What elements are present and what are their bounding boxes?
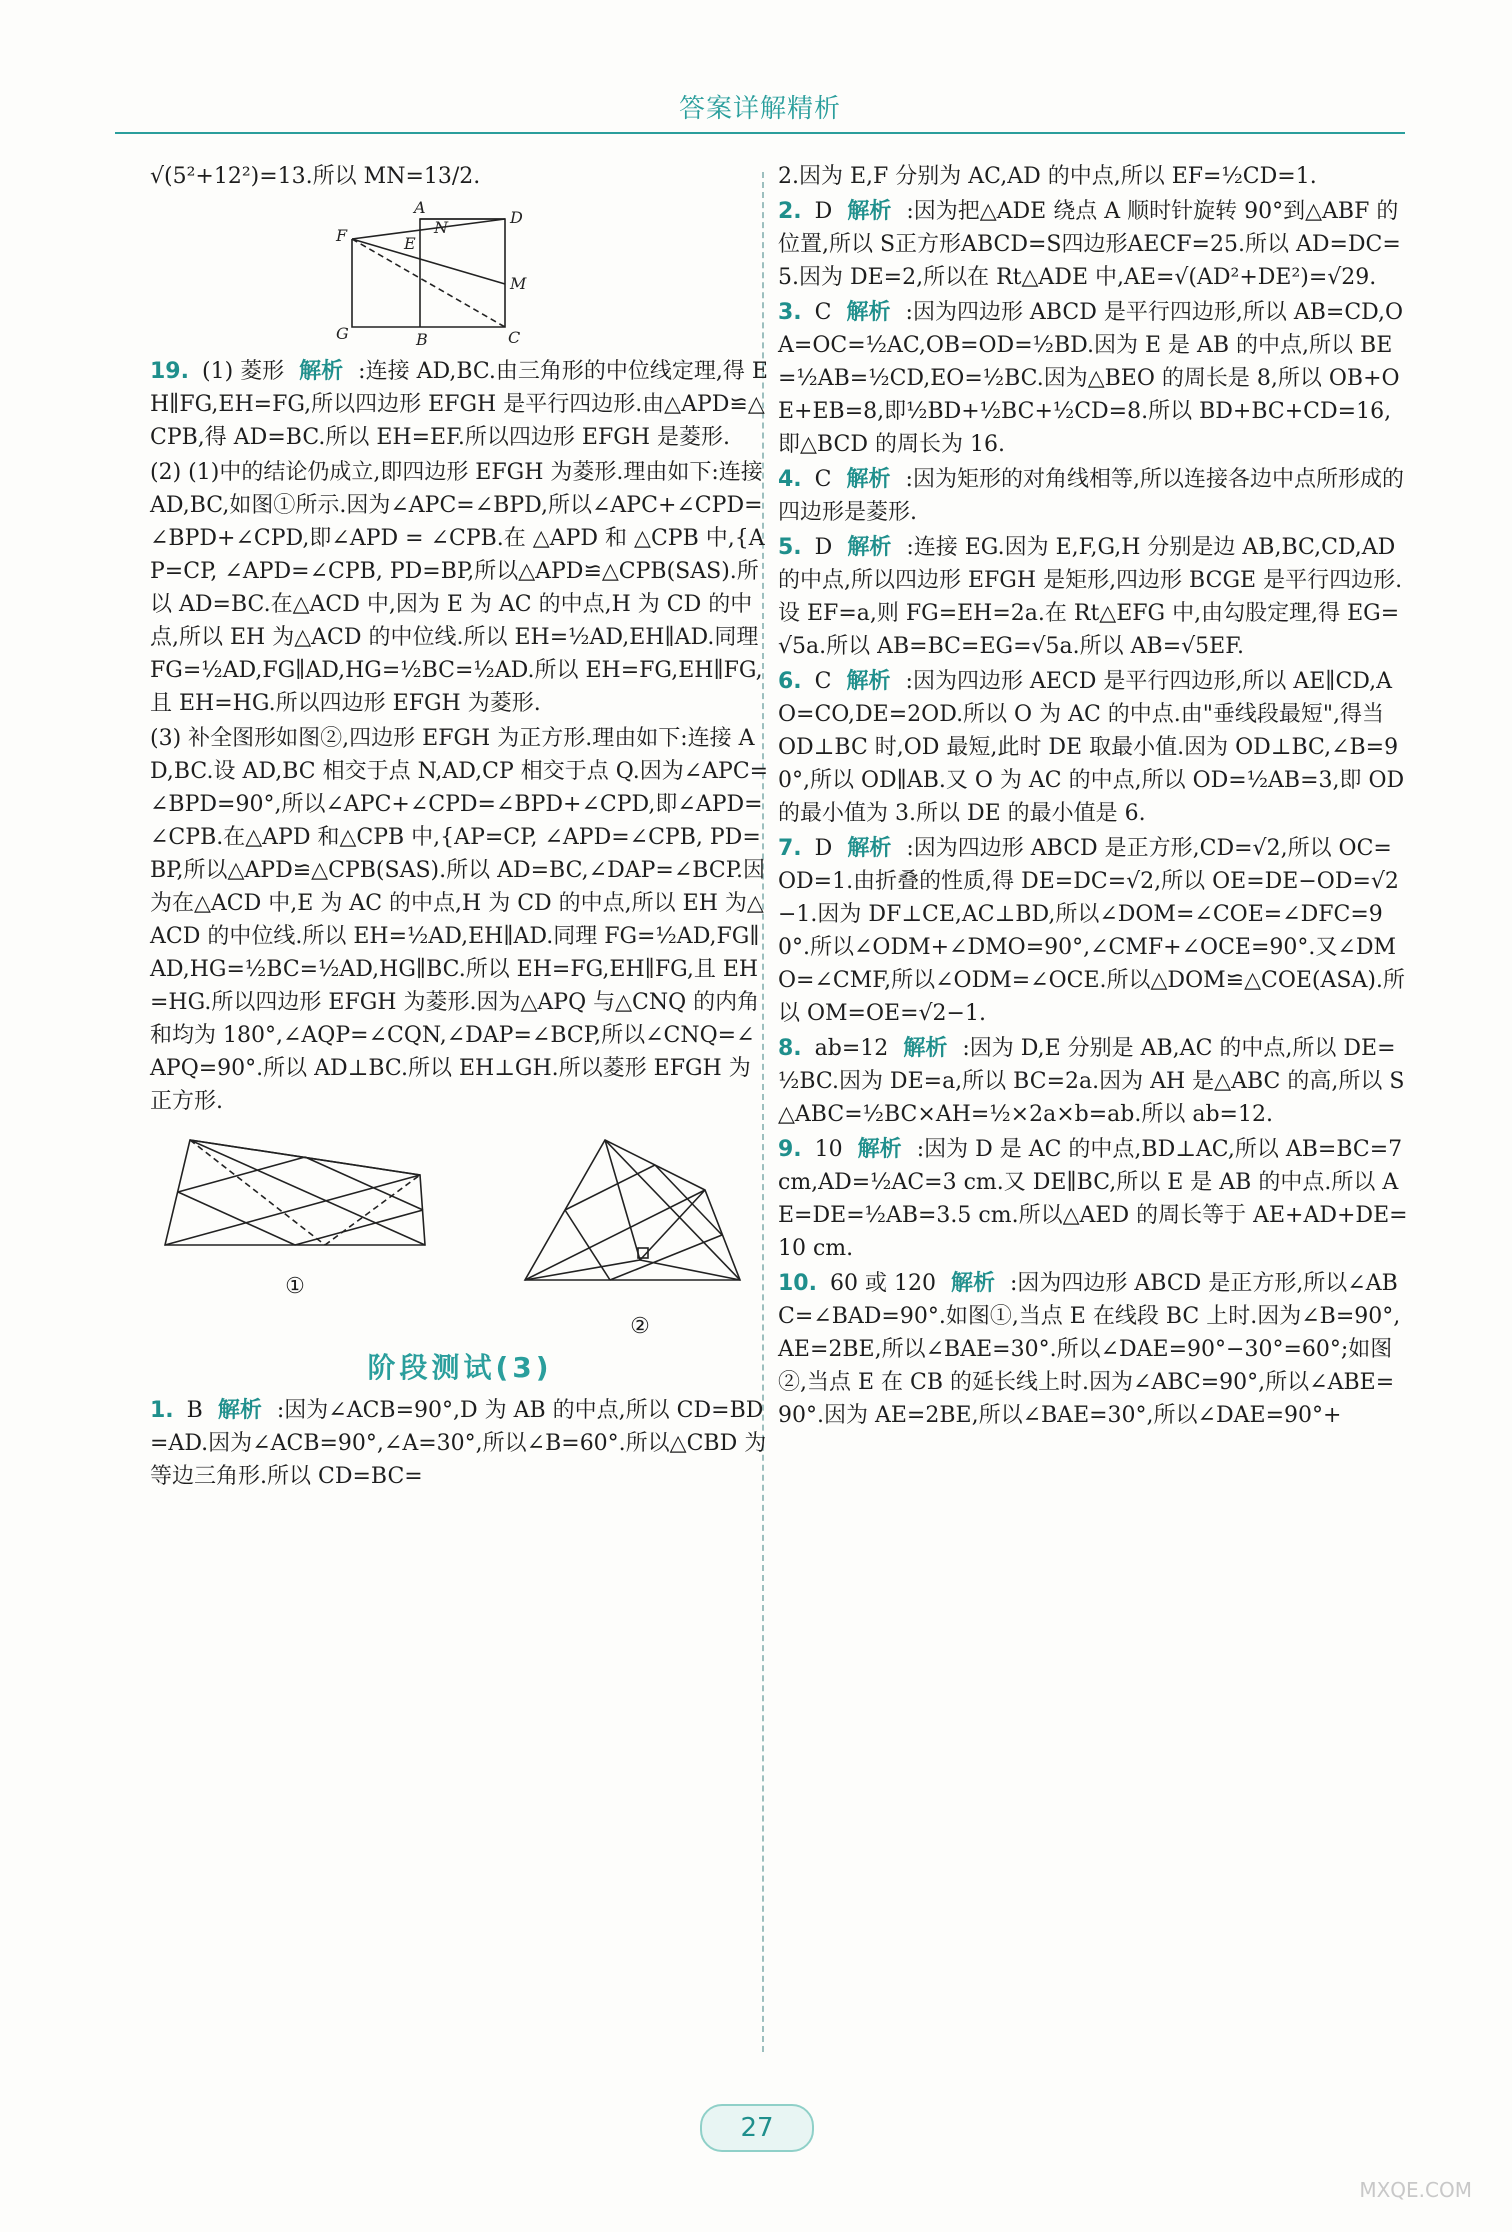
answer-item-8 xyxy=(778,1032,1408,1131)
q19-number: 19. xyxy=(150,359,189,384)
left-column xyxy=(150,160,770,1495)
fig1-label-c: C xyxy=(508,328,521,347)
s1-text: :因为∠ACB=90°,D 为 AB 的中点,所以 CD=BD=AD.因为∠ACB=90°,∠A=30°,所以∠B=60°.所以△CBD 为等边三角形.所以 CD=BC= xyxy=(150,1398,767,1489)
item-7-text: :因为四边形 ABCD 是正方形,CD=√2,所以 OC=OD=1.由折叠的性质,得 DE=DC=√2,所以 OE=DE−OD=√2−1.因为 DF⊥CE,AC⊥BD,所以∠DOM=∠COE=∠DFC=90°.所以∠ODM+∠DMO=90°,∠CMF+∠OCE=90°.又∠DMO=∠CMF,所以∠ODM=∠OCE.所以△DOM≌△COE(ASA).所以 OM=OE=√2−1. xyxy=(778,836,1405,1026)
item-6-analysis-tag: 解析 xyxy=(846,669,891,694)
figure-1-caption: ① xyxy=(285,1274,305,1299)
figure-2-block xyxy=(510,1130,770,1343)
item-8-analysis-tag: 解析 xyxy=(903,1036,948,1061)
item-3-analysis-tag: 解析 xyxy=(846,300,891,325)
q19-part1-answer: (1) 菱形 xyxy=(201,359,285,384)
figure-1 xyxy=(150,1130,440,1260)
item-10-text: :因为四边形 ABCD 是正方形,所以∠ABC=∠BAD=90°.如图①,当点 E 在线段 BC 上时.因为∠B=90°,AE=2BE,所以∠BAE=30°.所以∠DAE=90°−30°=60°;如图②,当点 E 在 CB 的延长线上时.因为∠ABC=90°,所以∠ABE=90°.因为 AE=2BE,所以∠BAE=30°,所以∠DAE=90°+ xyxy=(778,1271,1401,1428)
item-9-number: 9. xyxy=(778,1137,802,1162)
figure-row xyxy=(150,1130,770,1343)
fig1-label-a: A xyxy=(414,199,426,217)
item-6-text: :因为四边形 AECD 是平行四边形,所以 AE∥CD,AO=CO,DE=2OD.所以 O 为 AC 的中点.由"垂线段最短",得当 OD⊥BC 时,OD 最短,此时 DE 取最小值.因为 OD⊥BC,∠B=90°,所以 OD∥AB.又 O 为 AC 的中点,所以 OD=½AB=3,即 OD 的最小值为 3.所以 DE 的最小值是 6. xyxy=(778,669,1405,826)
item-9-answer: 10 xyxy=(814,1137,843,1162)
item-10-answer: 60 或 120 xyxy=(829,1271,936,1296)
q19-part2: (2) (1)中的结论仍成立,即四边形 EFGH 为菱形.理由如下:连接 AD,BC,如图①所示.因为∠APC=∠BPD,所以∠APC+∠CPD=∠BPD+∠CPD,即∠APD = ∠CPB.在 △APD 和 △CPB 中,{AP=CP, ∠APD=∠CPB, PD=BP,所以△APD≌△CPB(SAS).所以 AD=BC.在△ACD 中,因为 E 为 AC 的中点,H 为 CD 的中点,所以 EH 为△ACD 的中位线.所以 EH=½AD,EH∥AD.同理 FG=½AD,FG∥AD,HG=½BC=½AD.所以 EH=FG,EH∥FG,且 EH=HG.所以四边形 EFGH 为菱形. xyxy=(150,460,765,716)
fig1-label-d: D xyxy=(510,208,523,227)
s1-answer: B xyxy=(186,1398,203,1423)
item-8-answer: ab=12 xyxy=(814,1036,889,1061)
figure-2 xyxy=(510,1130,770,1300)
item-2-answer: D xyxy=(814,199,833,224)
fig1-label-f: F xyxy=(336,226,348,245)
figure-2-caption: ② xyxy=(630,1314,650,1339)
item-9-analysis-tag: 解析 xyxy=(857,1137,902,1162)
answer-item-7 xyxy=(778,832,1408,1030)
item-5-number: 5. xyxy=(778,535,802,560)
item-3-text: :因为四边形 ABCD 是平行四边形,所以 AB=CD,OA=OC=½AC,OB=OD=½BD.因为 E 是 AB 的中点,所以 BE=½AB=½CD,EO=½BC.因为△BEO 的周长是 8,所以 OB+OE+EB=8,即½BD+½BC+½CD=8.所以 BD+BC+CD=16,即△BCD 的周长为 16. xyxy=(778,300,1404,457)
item-6-number: 6. xyxy=(778,669,802,694)
item-2-number: 2. xyxy=(778,199,802,224)
q19-analysis-tag: 解析 xyxy=(299,359,344,384)
intro-line: √(5²+12²)=13.所以 MN=13/2. xyxy=(150,164,481,189)
page-number: 27 xyxy=(700,2104,814,2152)
continuation-line: 2.因为 E,F 分别为 AC,AD 的中点,所以 EF=½CD=1. xyxy=(778,164,1317,189)
item-4-analysis-tag: 解析 xyxy=(846,467,891,492)
q19-part1-text: :连接 AD,BC.由三角形的中位线定理,得 EH∥FG,EH=FG,所以四边形 EFGH 是平行四边形.由△APD≌△CPB,得 AD=BC.所以 EH=EF.所以四边形 EFGH 是菱形. xyxy=(150,359,768,450)
figure-rectangle xyxy=(330,199,590,349)
header-title: 答案详解精析 xyxy=(678,94,841,124)
answer-item-9 xyxy=(778,1133,1408,1265)
s1-number: 1. xyxy=(150,1398,174,1423)
item-10-analysis-tag: 解析 xyxy=(950,1271,995,1296)
item-2-text: :因为把△ADE 绕点 A 顺时针旋转 90°到△ABF 的位置,所以 S正方形ABCD=S四边形AECF=25.所以 AD=DC=5.因为 DE=2,所以在 Rt△ADE 中,AE=√(AD²+DE²)=√29. xyxy=(778,199,1401,290)
item-7-number: 7. xyxy=(778,836,802,861)
item-8-number: 8. xyxy=(778,1036,802,1061)
item-8-text: :因为 D,E 分别是 AB,AC 的中点,所以 DE=½BC.因为 DE=a,所以 BC=2a.因为 AH 是△ABC 的高,所以 S△ABC=½BC×AH=½×2a×b=ab.所以 ab=12. xyxy=(778,1036,1405,1127)
section-title: 阶段测试(3) xyxy=(367,1351,553,1384)
answer-item-5 xyxy=(778,531,1408,663)
item-7-answer: D xyxy=(814,836,833,861)
item-6-answer: C xyxy=(814,669,832,694)
answer-item-2 xyxy=(778,195,1408,294)
fig1-label-n: N xyxy=(434,218,448,237)
s1-item xyxy=(150,1394,770,1493)
answer-item-3 xyxy=(778,296,1408,461)
item-7-analysis-tag: 解析 xyxy=(847,836,892,861)
item-3-answer: C xyxy=(814,300,832,325)
item-5-answer: D xyxy=(814,535,833,560)
watermark xyxy=(1232,2122,1472,2202)
right-column xyxy=(778,160,1408,1434)
answer-item-4 xyxy=(778,463,1408,529)
fig1-label-g: G xyxy=(336,324,349,343)
header-rule xyxy=(115,132,1405,134)
q19-part1 xyxy=(150,355,770,454)
item-4-number: 4. xyxy=(778,467,802,492)
answer-item-10 xyxy=(778,1267,1408,1432)
s1-analysis-tag: 解析 xyxy=(217,1398,262,1423)
fig1-label-m: M xyxy=(510,274,527,293)
fig1-label-e: E xyxy=(404,234,416,253)
item-5-analysis-tag: 解析 xyxy=(847,535,892,560)
item-5-text: :连接 EG.因为 E,F,G,H 分别是边 AB,BC,CD,AD 的中点,所以四边形 EFGH 是矩形,四边形 BCGE 是平行四边形.设 EF=a,则 FG=EH=2a.在 Rt△EFG 中,由勾股定理,得 EG=√5a.所以 AB=BC=EG=√5a.所以 AB=√5EF. xyxy=(778,535,1403,659)
item-4-answer: C xyxy=(814,467,832,492)
item-10-number: 10. xyxy=(778,1271,817,1296)
item-9-text: :因为 D 是 AC 的中点,BD⊥AC,所以 AB=BC=7 cm,AD=½AC=3 cm.又 DE∥BC,所以 E 是 AB 的中点.所以 AE=DE=½AB=3.5 cm.所以△AED 的周长等于 AE+AD+DE=10 cm. xyxy=(778,1137,1408,1261)
watermark-text: MXQE.COM xyxy=(1359,2178,1472,2202)
q19-part3: (3) 补全图形如图②,四边形 EFGH 为正方形.理由如下:连接 AD,BC.设 AD,BC 相交于点 N,AD,CP 相交于点 Q.因为∠APC=∠BPD=90°,所以∠APC+∠CPD=∠BPD+∠CPD,即∠APD=∠CPB.在△APD 和△CPB 中,{AP=CP, ∠APD=∠CPB, PD=BP,所以△APD≌△CPB(SAS).所以 AD=BC,∠DAP=∠BCP.因为在△ACD 中,E 为 AC 的中点,H 为 CD 的中点,所以 EH 为△ACD 的中位线.所以 EH=½AD,EH∥AD.同理 FG=½AD,FG∥AD,HG=½BC=½AD,HG∥BC.所以 EH=FG,EH∥FG,且 EH=HG.所以四边形 EFGH 为菱形.因为△APQ 与△CNQ 的内角和均为 180°,∠AQP=∠CQN,∠DAP=∠BCP,所以∠CNQ=∠APQ=90°.所以 AD⊥BC.所以 EH⊥GH.所以菱形 EFGH 为正方形. xyxy=(150,726,769,1114)
item-2-analysis-tag: 解析 xyxy=(847,199,892,224)
item-4-text: :因为矩形的对角线相等,所以连接各边中点所形成的四边形是菱形. xyxy=(778,467,1404,525)
fig1-label-b: B xyxy=(416,330,428,349)
answer-item-6 xyxy=(778,665,1408,830)
figure-1-block xyxy=(150,1130,440,1343)
item-3-number: 3. xyxy=(778,300,802,325)
page-header xyxy=(115,88,1405,138)
